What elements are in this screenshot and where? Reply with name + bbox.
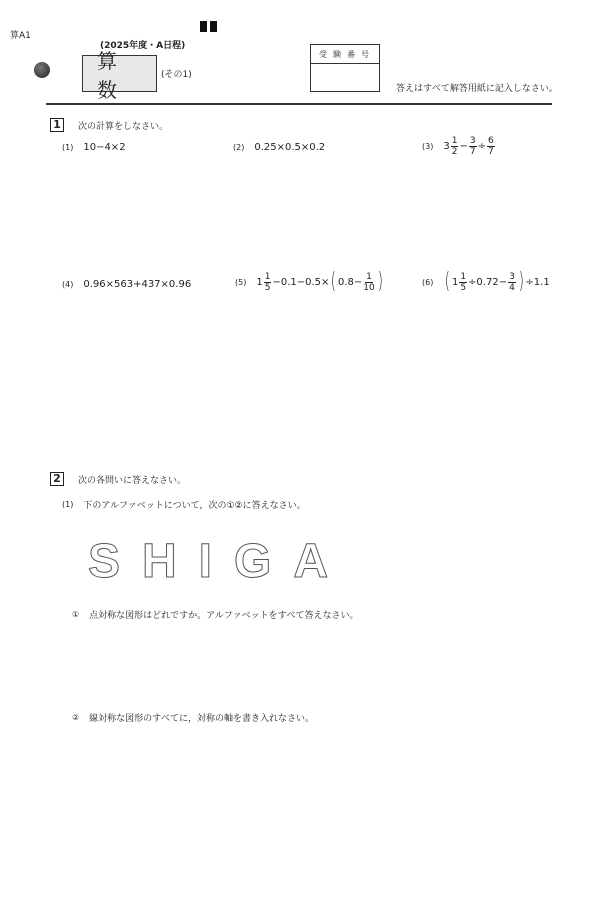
fraction (487, 136, 495, 157)
question-instruction: 次の計算をしなさい。 (78, 122, 169, 132)
denominator: 7 (487, 147, 494, 157)
subject-title: 算数 (82, 55, 157, 92)
numerator: 1 (460, 271, 467, 282)
whole-number: 1 (451, 276, 459, 288)
fraction (363, 272, 374, 293)
item-2 (72, 711, 314, 724)
expression: 0.25×0.5×0.2 (254, 142, 326, 153)
exam-number-label: 受験番号 (311, 45, 379, 64)
fraction (508, 272, 516, 293)
item-label: ① (72, 610, 80, 619)
expression: −0.1−0.5× (272, 276, 330, 288)
denominator: 10 (363, 282, 375, 293)
denominator: 4 (509, 282, 515, 293)
item-text: 線対称な図形のすべてに，対称の軸を書き入れなさい。 (89, 714, 314, 724)
problem-1-6 (422, 271, 550, 293)
left-paren: ( (445, 269, 451, 294)
question-number: 2 (50, 472, 64, 486)
problem-1-5 (235, 271, 384, 293)
numerator: 1 (451, 136, 458, 146)
problem-1-1 (62, 142, 126, 153)
denominator: 2 (451, 147, 458, 157)
operator: − (459, 141, 468, 152)
denominator: 5 (460, 282, 467, 293)
left-paren: ( (331, 269, 337, 294)
operator: ÷ (477, 141, 486, 152)
denominator: 5 (264, 282, 271, 293)
subquestion-1 (62, 498, 306, 511)
numerator: 3 (509, 271, 515, 282)
problem-label: (5) (235, 277, 247, 287)
problem-label: (6) (422, 277, 434, 287)
part-label: (その1) (161, 70, 192, 80)
year-label: (2025年度・A日程) (100, 41, 186, 51)
expression: 0.8− (338, 276, 363, 288)
numerator: 3 (469, 136, 476, 146)
expression: ÷0.72− (468, 276, 508, 288)
fraction (451, 136, 459, 157)
expression: ÷1.1 (525, 276, 550, 288)
numerator: 1 (366, 271, 372, 282)
registration-mark (210, 21, 217, 32)
numerator: 1 (264, 271, 271, 282)
expression: 0.96×563+437×0.96 (83, 279, 192, 290)
problem-label: (3) (422, 142, 434, 151)
item-label: ② (72, 713, 80, 722)
instruction-text: 答えはすべて解答用紙に記入しなさい。 (396, 84, 558, 94)
problem-1-3 (422, 136, 496, 157)
punch-hole-dot (34, 62, 50, 78)
problem-label: (1) (62, 143, 74, 152)
corner-label: 算A1 (10, 31, 31, 41)
subquestion-text: 下のアルファベットについて，次の①②に答えなさい。 (83, 501, 306, 511)
problem-label: (4) (62, 280, 74, 289)
fraction (459, 272, 467, 293)
right-paren: ) (377, 269, 383, 294)
item-text: 点対称な図形はどれですか。アルファベットをすべて答えなさい。 (89, 611, 359, 621)
denominator: 7 (469, 147, 476, 157)
whole-number: 1 (256, 276, 263, 288)
problem-label: (2) (233, 143, 245, 152)
divider (46, 103, 552, 105)
expression: 10−4×2 (83, 142, 126, 153)
outlined-letters: SHIGA (88, 535, 351, 588)
registration-mark (200, 21, 207, 32)
problem-1-2 (233, 142, 325, 153)
right-paren: ) (518, 269, 524, 294)
numerator: 6 (487, 136, 494, 146)
whole-number: 3 (443, 141, 450, 152)
exam-number-box (310, 44, 380, 92)
item-1 (72, 608, 358, 621)
question-instruction: 次の各問いに答えなさい。 (78, 476, 187, 486)
fraction (264, 272, 272, 293)
problem-1-4 (62, 279, 191, 290)
question-number: 1 (50, 118, 64, 132)
subquestion-label: (1) (62, 500, 74, 509)
fraction (469, 136, 477, 157)
